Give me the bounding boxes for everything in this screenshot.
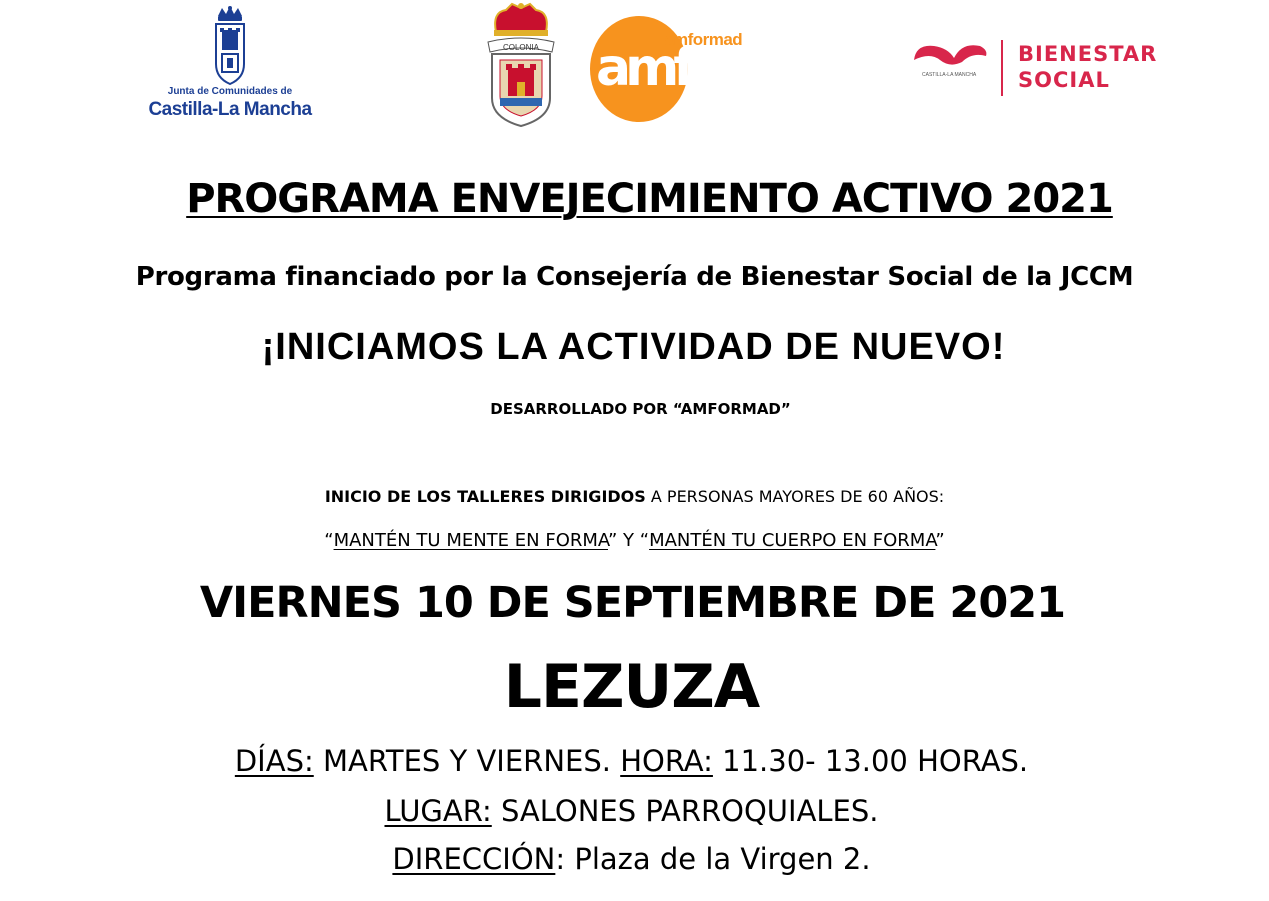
days-value: MARTES Y VIERNES. — [313, 744, 621, 778]
bienestar-line1: BIENESTAR — [1018, 42, 1158, 66]
bienestar-line2: SOCIAL — [1018, 68, 1110, 92]
intro-text — [0, 487, 1269, 506]
intro-rest: A PERSONAS MAYORES DE 60 AÑOS: — [645, 487, 945, 506]
workshop-mind: MANTÉN TU MENTE EN FORMA — [333, 530, 608, 551]
quote-close: ” — [935, 530, 945, 551]
jccm-line2: Castilla-La Mancha — [148, 99, 312, 120]
amformad-brand: amformad — [664, 30, 743, 49]
coat-of-arms-icon — [482, 2, 560, 128]
workshops-line — [0, 530, 1269, 551]
subtitle: Programa financiado por la Consejería de Bienestar Social de la JCCM — [135, 262, 1134, 292]
address-label: DIRECCIÓN — [392, 842, 556, 876]
location-label: LUGAR: — [384, 794, 492, 828]
coat-of-arms-logo — [482, 2, 560, 128]
bienestar-logo — [910, 34, 1160, 114]
developer-credit: DESARROLLADO POR “AMFORMAD” — [490, 400, 791, 418]
workshops-middle: ” Y “ — [607, 530, 650, 551]
amformad-logo — [590, 16, 750, 122]
amformad-letters: amf — [596, 38, 690, 98]
bienestar-mark-icon — [910, 38, 990, 68]
hour-label: HORA: — [620, 744, 713, 778]
event-date: VIERNES 10 DE SEPTIEMBRE DE 2021 — [199, 578, 1066, 628]
intro-bold: INICIO DE LOS TALLERES DIRIGIDOS — [324, 487, 646, 506]
page-title: PROGRAMA ENVEJECIMIENTO ACTIVO 2021 — [186, 176, 1113, 222]
location-value: SALONES PARROQUIALES. — [491, 794, 879, 828]
days-label: DÍAS: — [234, 744, 314, 778]
bienestar-divider — [1001, 40, 1003, 96]
quote-open: “ — [324, 530, 334, 551]
address-line — [0, 842, 1266, 876]
ribbon-text: COLONIA — [502, 43, 540, 52]
location-line — [0, 794, 1266, 828]
jccm-crest-icon — [210, 6, 250, 86]
jccm-logo — [140, 6, 320, 124]
jccm-line1: Junta de Comunidades de — [167, 86, 293, 97]
address-value: : Plaza de la Virgen 2. — [555, 842, 871, 876]
schedule-line — [0, 744, 1266, 778]
headline: ¡INICIAMOS LA ACTIVIDAD DE NUEVO! — [261, 326, 1006, 368]
bienestar-sub: CASTILLA-LA MANCHA — [922, 72, 977, 78]
hour-value: 11.30- 13.00 HORAS. — [712, 744, 1029, 778]
workshop-body: MANTÉN TU CUERPO EN FORMA — [649, 530, 936, 551]
event-place: LEZUZA — [503, 652, 760, 722]
